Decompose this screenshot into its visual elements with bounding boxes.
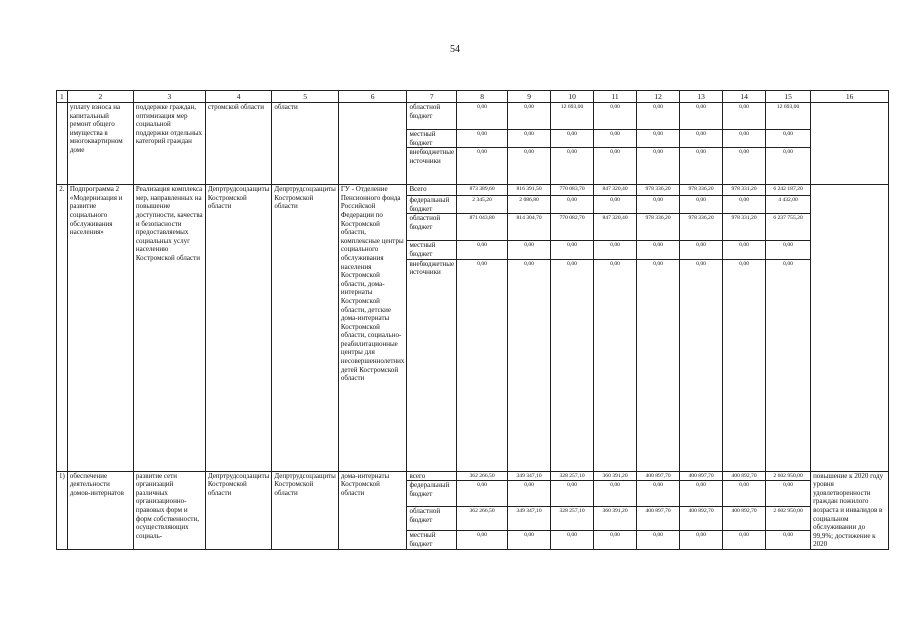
amount-cell: 0,00 (508, 259, 551, 471)
amount-cell: 0,00 (766, 259, 811, 471)
program-table (56, 90, 889, 550)
amount-cell: 362 266,50 (457, 471, 508, 481)
amount-cell: 770 083,70 (551, 185, 594, 196)
amount-cell: 0,00 (594, 531, 637, 550)
amount-cell: 0,00 (551, 130, 594, 148)
amount-cell: 0,00 (680, 241, 723, 259)
amount-cell: 400 892,70 (723, 471, 766, 481)
funding-source: областной бюджет (407, 103, 457, 130)
cell-c2: обеспечение деятельности домов-интернатов (67, 471, 133, 549)
amount-cell: 0,00 (551, 148, 594, 185)
amount-cell: 0,00 (594, 148, 637, 185)
cell-c1: 1) (57, 471, 68, 549)
cell-c4: стромской области (205, 103, 272, 185)
amount-cell: 0,00 (457, 531, 508, 550)
amount-cell: 400 897,70 (637, 471, 680, 481)
amount-cell: 400 897,70 (680, 471, 723, 481)
amount-cell: 816 391,50 (508, 185, 551, 196)
amount-cell: 400 892,70 (680, 507, 723, 531)
amount-cell: 0,00 (594, 103, 637, 130)
amount-cell: 0,00 (723, 103, 766, 130)
amount-cell: 0,00 (637, 259, 680, 471)
header-cell: 5 (272, 91, 339, 103)
amount-cell: 0,00 (723, 130, 766, 148)
amount-cell: 400 892,70 (723, 507, 766, 531)
amount-cell: 0,00 (766, 130, 811, 148)
amount-cell: 0,00 (508, 130, 551, 148)
cell-c5: Депртрудсоцзащиты Костромской области (272, 185, 339, 471)
table-row (57, 103, 889, 130)
amount-cell: 0,00 (680, 130, 723, 148)
amount-cell: 0,00 (766, 531, 811, 550)
amount-cell: 0,00 (680, 196, 723, 214)
amount-cell: 0,00 (457, 130, 508, 148)
funding-source: федеральный бюджет (407, 481, 457, 507)
amount-cell: 0,00 (457, 148, 508, 185)
table-row (57, 185, 889, 196)
amount-cell: 4 432,00 (766, 196, 811, 214)
amount-cell: 770 082,70 (551, 214, 594, 241)
amount-cell: 2 086,80 (508, 196, 551, 214)
amount-cell: 814 304,70 (508, 214, 551, 241)
cell-c4: Депртрудсоцзащиты Костромской области (205, 185, 272, 471)
header-cell: 15 (766, 91, 811, 103)
amount-cell: 873 389,60 (457, 185, 508, 196)
amount-cell: 0,00 (723, 259, 766, 471)
amount-cell: 978 336,20 (637, 214, 680, 241)
header-cell: 12 (637, 91, 680, 103)
amount-cell: 0,00 (680, 531, 723, 550)
amount-cell: 6 242 187,20 (766, 185, 811, 196)
amount-cell: 12 693,00 (766, 103, 811, 130)
table-row (57, 471, 889, 481)
cell-c4: Депртрудсоцзащиты Костромской области (205, 471, 272, 549)
header-cell: 1 (57, 91, 68, 103)
amount-cell: 978 331,20 (723, 214, 766, 241)
amount-cell: 0,00 (766, 148, 811, 185)
amount-cell: 0,00 (637, 148, 680, 185)
amount-cell: 0,00 (723, 196, 766, 214)
cell-c1: 2. (57, 185, 68, 471)
amount-cell: 0,00 (594, 259, 637, 471)
amount-cell: 0,00 (594, 241, 637, 259)
amount-cell: 0,00 (637, 531, 680, 550)
amount-cell: 978 331,20 (723, 185, 766, 196)
amount-cell: 0,00 (637, 130, 680, 148)
amount-cell: 328 257,10 (551, 507, 594, 531)
amount-cell: 871 043,80 (457, 214, 508, 241)
cell-c16: повышение к 2020 году уровня удовлетворенности граждан пожилого возраста и инвалидов в социальном обслуживании до 99,9%; достижение к 2020 (811, 471, 889, 549)
header-cell: 4 (205, 91, 272, 103)
header-cell: 16 (811, 91, 889, 103)
amount-cell: 0,00 (457, 259, 508, 471)
funding-source: местный бюджет (407, 130, 457, 148)
amount-cell: 0,00 (723, 148, 766, 185)
amount-cell: 0,00 (551, 531, 594, 550)
amount-cell: 6 237 755,20 (766, 214, 811, 241)
header-cell: 2 (67, 91, 133, 103)
amount-cell: 0,00 (551, 481, 594, 507)
amount-cell: 362 266,50 (457, 507, 508, 531)
amount-cell: 0,00 (723, 481, 766, 507)
funding-source: всего (407, 471, 457, 481)
header-cell: 14 (723, 91, 766, 103)
funding-source: федеральный бюджет (407, 196, 457, 214)
funding-source: Всего (407, 185, 457, 196)
cell-c6: дома-интернаты Костромской области (338, 471, 407, 549)
amount-cell: 0,00 (594, 130, 637, 148)
amount-cell: 0,00 (594, 481, 637, 507)
header-cell: 7 (407, 91, 457, 103)
cell-c6: ГУ - Отделение Пенсионного фонда Российской Федерации по Костромской области, комплексные центры социального обслуживания населения Костромской области, дома-интернаты Костромской области, детские дома-интернаты Костромской области, социально-реабилитационные центры для несовершеннолетних детей Костромской области (338, 185, 407, 471)
funding-source: внебюджетные источники (407, 148, 457, 185)
header-cell: 10 (551, 91, 594, 103)
amount-cell: 0,00 (508, 241, 551, 259)
cell-c1 (57, 103, 68, 185)
amount-cell: 0,00 (551, 241, 594, 259)
cell-c6 (338, 103, 407, 185)
amount-cell: 2 345,20 (457, 196, 508, 214)
amount-cell: 0,00 (637, 241, 680, 259)
amount-cell: 0,00 (457, 241, 508, 259)
header-cell: 8 (457, 91, 508, 103)
amount-cell: 0,00 (680, 103, 723, 130)
header-cell: 9 (508, 91, 551, 103)
amount-cell: 0,00 (457, 481, 508, 507)
header-cell: 6 (338, 91, 407, 103)
amount-cell: 847 320,40 (594, 214, 637, 241)
funding-source: областной бюджет (407, 214, 457, 241)
amount-cell: 978 336,20 (680, 214, 723, 241)
amount-cell: 847 320,40 (594, 185, 637, 196)
amount-cell: 0,00 (551, 259, 594, 471)
cell-c5: Депртрудсоцзащиты Костромской области (272, 471, 339, 549)
header-cell: 13 (680, 91, 723, 103)
amount-cell: 0,00 (637, 196, 680, 214)
cell-c16 (811, 103, 889, 185)
amount-cell: 0,00 (766, 241, 811, 259)
amount-cell: 0,00 (508, 103, 551, 130)
amount-cell: 0,00 (680, 481, 723, 507)
amount-cell: 0,00 (508, 481, 551, 507)
amount-cell: 0,00 (637, 481, 680, 507)
amount-cell: 0,00 (723, 531, 766, 550)
amount-cell: 978 336,20 (680, 185, 723, 196)
funding-source: внебюджетные источники (407, 259, 457, 471)
header-row (57, 91, 889, 103)
amount-cell: 2 602 950,00 (766, 507, 811, 531)
amount-cell: 349 347,10 (508, 507, 551, 531)
amount-cell: 0,00 (680, 148, 723, 185)
cell-c2: Подпрограмма 2 «Модернизация и развитие социального обслуживания населения» (67, 185, 133, 471)
amount-cell: 360 391,20 (594, 507, 637, 531)
funding-source: областной бюджет (407, 507, 457, 531)
amount-cell: 0,00 (637, 103, 680, 130)
header-cell: 3 (133, 91, 205, 103)
amount-cell: 360 391,20 (594, 471, 637, 481)
cell-c16 (811, 185, 889, 471)
cell-c5: области (272, 103, 339, 185)
funding-source: местный бюджет (407, 241, 457, 259)
amount-cell: 328 257,10 (551, 471, 594, 481)
funding-source: местный бюджет (407, 531, 457, 550)
amount-cell: 0,00 (594, 196, 637, 214)
cell-c3: развитие сети организаций различных организационно-правовых форм и форм собственности, осуществляющих социаль- (133, 471, 205, 549)
amount-cell: 2 602 950,00 (766, 471, 811, 481)
amount-cell: 0,00 (766, 481, 811, 507)
cell-c3: поддержке граждан, оптимизация мер социальной поддержки отдельных категорий граждан (133, 103, 205, 185)
page-number: 54 (450, 44, 460, 55)
amount-cell: 978 336,20 (637, 185, 680, 196)
amount-cell: 400 897,70 (637, 507, 680, 531)
amount-cell: 0,00 (508, 148, 551, 185)
amount-cell: 349 347,10 (508, 471, 551, 481)
cell-c3: Реализация комплекса мер, направленных на повышение доступности, качества и безопасности предоставляемых социальных услуг населению Костромской области (133, 185, 205, 471)
amount-cell: 0,00 (723, 241, 766, 259)
header-cell: 11 (594, 91, 637, 103)
amount-cell: 0,00 (508, 531, 551, 550)
amount-cell: 0,00 (551, 196, 594, 214)
amount-cell: 0,00 (680, 259, 723, 471)
cell-c2: уплату взноса на капитальный ремонт общего имущества в многоквартирном доме (67, 103, 133, 185)
amount-cell: 12 693,00 (551, 103, 594, 130)
amount-cell: 0,00 (457, 103, 508, 130)
